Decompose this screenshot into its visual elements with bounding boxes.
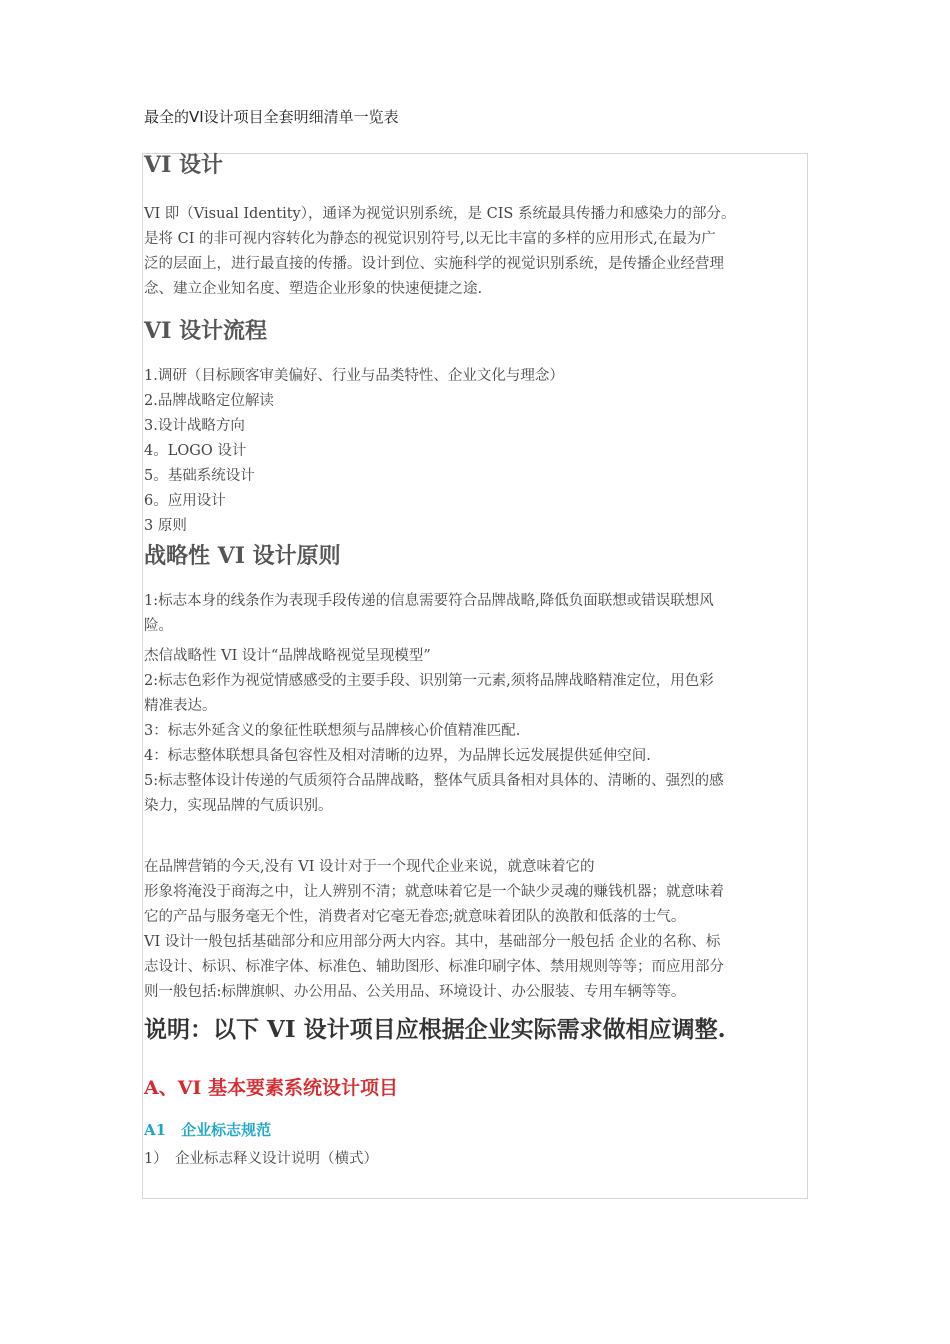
- principle-line: 4：标志整体联想具备包容性及相对清晰的边界，为品牌长远发展提供延伸空间.: [144, 748, 651, 764]
- a1-list-item: 1） 企业标志释义设计说明（横式）: [144, 1151, 378, 1167]
- section-a-heading: A、VI 基本要素系统设计项目: [144, 1077, 398, 1099]
- heading-vi-design: VI 设计: [144, 152, 224, 178]
- process-item: 3.设计战略方向: [144, 418, 245, 434]
- principle-line: 5:标志整体设计传递的气质须符合品牌战略，整体气质具备相对具体的、清晰的、强烈的感: [144, 773, 724, 789]
- body-line: VI 设计一般包括基础部分和应用部分两大内容。其中，基础部分一般包括 企业的名称、标: [144, 934, 721, 950]
- process-item: 2.品牌战略定位解读: [144, 393, 274, 409]
- document-title: 最全的VI设计项目全套明细清单一览表: [144, 108, 399, 126]
- body-line: 则一般包括:标牌旗帜、办公用品、公关用品、环境设计、办公服装、专用车辆等等。: [144, 984, 686, 1000]
- principle-line: 精准表达。: [144, 698, 217, 714]
- principle-line: 杰信战略性 VI 设计“品牌战略视觉呈现模型”: [144, 648, 431, 664]
- principle-line: 染力，实现品牌的气质识别。: [144, 798, 333, 814]
- body-line: 志设计、标识、标准字体、标准色、辅助图形、标准印刷字体、禁用规则等等；而应用部分: [144, 959, 724, 975]
- principle-line: 2:标志色彩作为视觉情感感受的主要手段、识别第一元素,须将品牌战略精准定位，用色彩: [144, 673, 714, 689]
- process-item: 1.调研（目标顾客审美偏好、行业与品类特性、企业文化与理念）: [144, 368, 564, 384]
- intro-line-2: 是将 CI 的非可视内容转化为静态的视觉识别符号,以无比丰富的多样的应用形式,在最为广: [144, 231, 716, 247]
- process-item: 4。LOGO 设计: [144, 443, 247, 459]
- note-heading: 说明：以下 VI 设计项目应根据企业实际需求做相应调整.: [144, 1016, 726, 1043]
- principle-line: 3：标志外延含义的象征性联想须与品牌核心价值精准匹配.: [144, 723, 521, 739]
- subsection-a1-heading: A1 企业标志规范: [144, 1121, 272, 1139]
- intro-line-1: VI 即（Visual Identity），通译为视觉识别系统，是 CIS 系统最具传播力和感染力的部分。: [144, 206, 736, 222]
- intro-line-3: 泛的层面上，进行最直接的传播。设计到位、实施科学的视觉识别系统，是传播企业经营理: [144, 256, 724, 272]
- body-line: 它的产品与服务毫无个性，消费者对它毫无眷恋;就意味着团队的涣散和低落的士气。: [144, 909, 686, 925]
- process-item: 3 原则: [144, 518, 187, 534]
- body-line: 在品牌营销的今天,没有 VI 设计对于一个现代企业来说，就意味着它的: [144, 859, 595, 875]
- heading-vi-process: VI 设计流程: [144, 318, 268, 344]
- principle-line: 险。: [144, 618, 173, 634]
- body-line: 形象将淹没于商海之中，让人辨别不清；就意味着它是一个缺少灵魂的赚钱机器；就意味着: [144, 884, 724, 900]
- process-item: 5。基础系统设计: [144, 468, 255, 484]
- heading-strategic-principles: 战略性 VI 设计原则: [144, 543, 341, 569]
- intro-line-4: 念、建立企业知名度、塑造企业形象的快速便捷之途.: [144, 281, 483, 297]
- article-body: [144, 148, 822, 1172]
- principle-line: 1:标志本身的线条作为表现手段传递的信息需要符合品牌战略,降低负面联想或错误联想风: [144, 593, 714, 609]
- process-item: 6。应用设计: [144, 493, 226, 509]
